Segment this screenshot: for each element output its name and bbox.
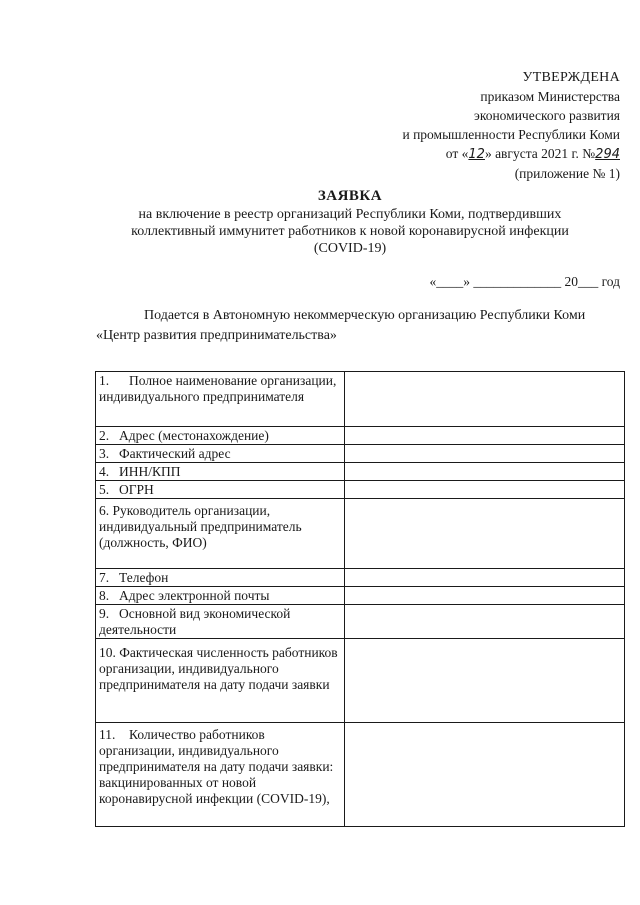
- row-value-field[interactable]: [345, 463, 625, 481]
- row-label: [96, 569, 345, 587]
- row-value-field[interactable]: [345, 499, 625, 569]
- approval-order-line: [402, 144, 620, 164]
- row-number: 6.: [99, 503, 110, 518]
- approval-number-handwritten: 294: [595, 147, 620, 162]
- table-row: [96, 639, 625, 723]
- application-form-table: [95, 371, 625, 827]
- date-line: «____» _____________ 20___ год: [429, 274, 620, 289]
- document-title: [90, 188, 610, 257]
- row-number: 8.: [99, 588, 110, 603]
- row-number: 10.: [99, 645, 116, 660]
- submit-paragraph: [96, 306, 626, 346]
- row-value-field[interactable]: [345, 372, 625, 427]
- row-label: [96, 499, 345, 569]
- row-value-field[interactable]: [345, 427, 625, 445]
- row-value-field[interactable]: [345, 587, 625, 605]
- row-label: [96, 639, 345, 723]
- row-number: 5.: [99, 482, 110, 497]
- approval-heading: УТВЕРЖДЕНА: [522, 70, 620, 85]
- row-label: [96, 587, 345, 605]
- table-row: [96, 605, 625, 639]
- table-row: [96, 463, 625, 481]
- row-value-field[interactable]: [345, 723, 625, 827]
- row-label: [96, 481, 345, 499]
- row-label: [96, 463, 345, 481]
- table-row: [96, 372, 625, 427]
- row-text: Количество работников организации, индивидуального предпринимателя на дату подачи заявки: вакцинированных от новой коронавирусной инфекции (COVID-19),: [99, 727, 334, 806]
- approval-prefix: от «: [445, 146, 469, 161]
- approval-line-3: экономического развития: [474, 108, 620, 123]
- row-number: 7.: [99, 570, 110, 585]
- table-row: [96, 569, 625, 587]
- submit-line-1: [96, 306, 626, 326]
- title-heading: ЗАЯВКА: [317, 188, 383, 204]
- approval-mid: » августа 2021 г. №: [484, 146, 596, 161]
- row-text: Фактический адрес: [119, 446, 231, 461]
- submit-line-1-text: Подается в Автономную некоммерческую организацию Республики Коми: [144, 308, 586, 323]
- row-text: Основной вид экономической деятельности: [99, 606, 291, 637]
- row-text: Телефон: [119, 570, 169, 585]
- approval-appendix: (приложение № 1): [514, 166, 620, 181]
- row-number: 11.: [99, 727, 116, 742]
- approval-day-handwritten: 12: [468, 147, 485, 162]
- table-row: [96, 445, 625, 463]
- row-number: 3.: [99, 446, 110, 461]
- row-number: 2.: [99, 428, 110, 443]
- table-row: [96, 723, 625, 827]
- row-text: Адрес (местонахождение): [119, 428, 269, 443]
- row-value-field[interactable]: [345, 639, 625, 723]
- table-row: [96, 481, 625, 499]
- row-text: Адрес электронной почты: [119, 588, 270, 603]
- row-label: [96, 445, 345, 463]
- row-value-field[interactable]: [345, 569, 625, 587]
- row-number: 9.: [99, 606, 110, 621]
- row-label: [96, 372, 345, 427]
- table-row: [96, 587, 625, 605]
- table-row: [96, 427, 625, 445]
- row-number: 1.: [99, 373, 110, 388]
- row-value-field[interactable]: [345, 605, 625, 639]
- title-line-2: коллективный иммунитет работников к новой коронавирусной инфекции: [131, 224, 569, 239]
- row-value-field[interactable]: [345, 481, 625, 499]
- row-text: Полное наименование организации, индивидуального предпринимателя: [99, 373, 337, 404]
- table-row: [96, 499, 625, 569]
- submit-line-2: «Центр развития предпринимательства»: [96, 328, 337, 343]
- approval-line-4: и промышленности Республики Коми: [402, 127, 620, 142]
- row-number: 4.: [99, 464, 110, 479]
- row-label: [96, 605, 345, 639]
- row-text: Руководитель организации, индивидуальный предприниматель (должность, ФИО): [99, 503, 302, 550]
- row-text: ОГРН: [119, 482, 154, 497]
- title-line-1: на включение в реестр организаций Республики Коми, подтвердивших: [138, 207, 562, 222]
- row-label: [96, 427, 345, 445]
- approval-line-2: приказом Министерства: [480, 89, 620, 104]
- title-line-3: (COVID-19): [313, 241, 387, 256]
- row-text: ИНН/КПП: [119, 464, 181, 479]
- row-text: Фактическая численность работников организации, индивидуального предпринимателя на дату подачи заявки: [99, 645, 338, 692]
- row-label: [96, 723, 345, 827]
- row-value-field[interactable]: [345, 445, 625, 463]
- approval-stamp: [402, 68, 620, 183]
